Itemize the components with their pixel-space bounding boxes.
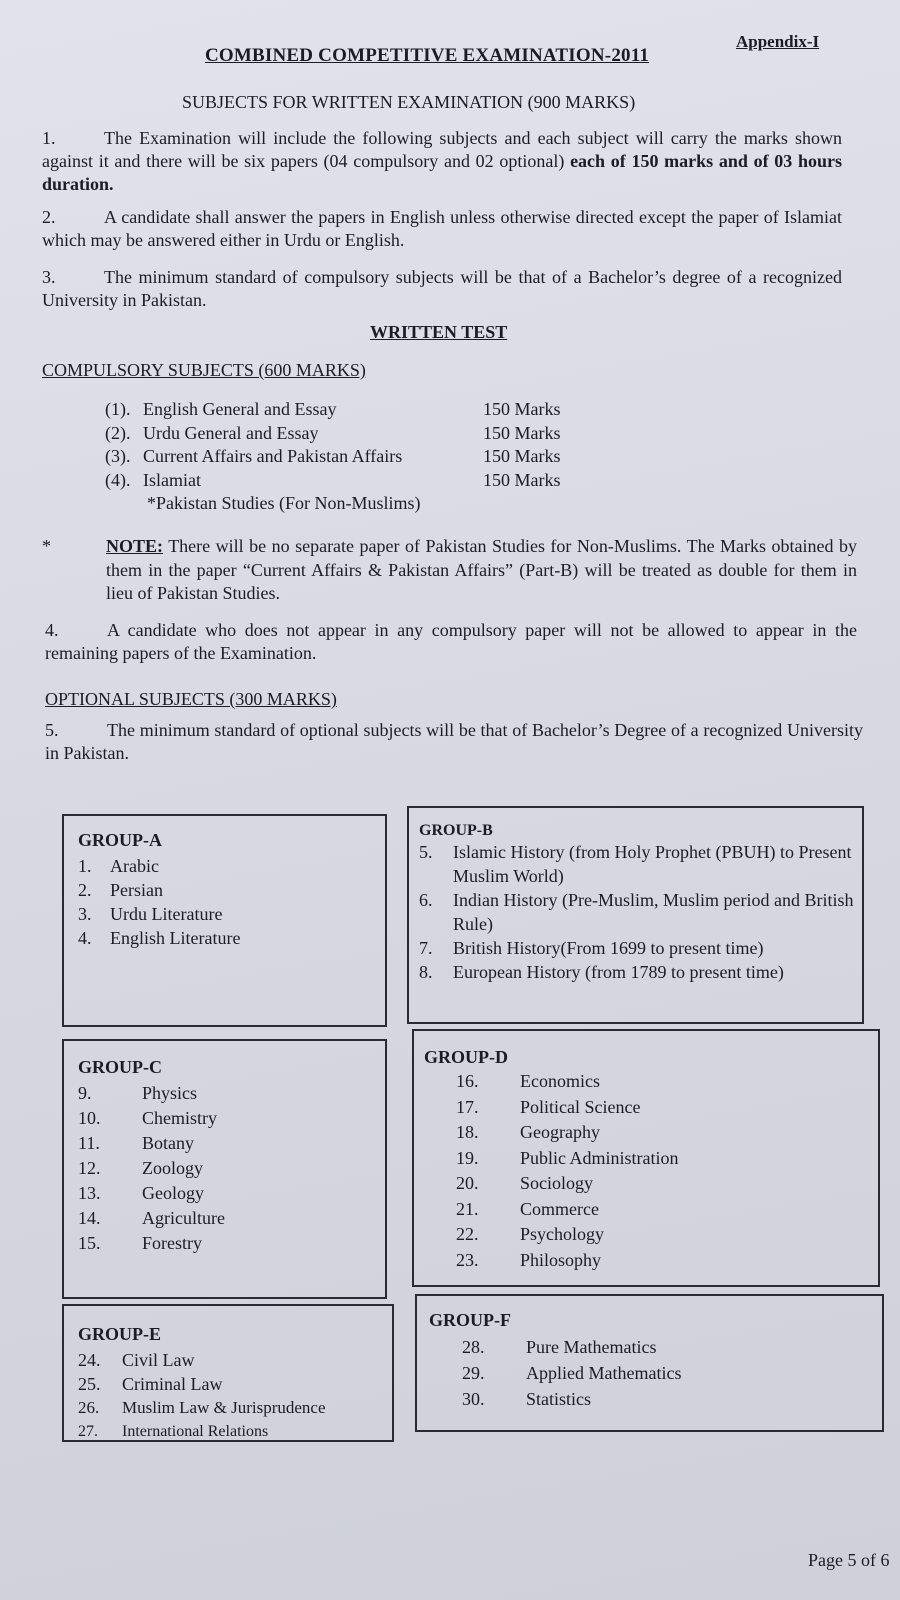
list-item: 19. Public Administration [456,1147,679,1168]
compulsory-heading: COMPULSORY SUBJECTS (600 MARKS) [42,360,366,380]
list-item: 26. Muslim Law & Jurisprudence [78,1398,326,1417]
paragraph-text: A candidate shall answer the papers in English unless otherwise directed except the paper of Islamiat which may be answered either in Urdu or English. [42,207,842,250]
item-subject: Islamiat [143,469,201,490]
paragraph-3 [42,266,842,312]
written-test-heading: WRITTEN TEST [370,322,508,342]
optional-heading: OPTIONAL SUBJECTS (300 MARKS) [45,689,337,709]
list-item: 12. Zoology [78,1158,203,1178]
paragraph-number: 4. [45,620,59,640]
list-item: 3. Urdu Literature [78,904,223,924]
list-item [105,398,561,422]
item-number: (3). [105,446,131,466]
appendix-label: Appendix-I [736,32,820,51]
item-number: (4). [105,469,131,490]
list-item: 16. Economics [456,1071,600,1091]
list-item: 4. English Literature [78,928,241,948]
sub-item: *Pakistan Studies (For Non-Muslims) [147,493,421,513]
list-item: 27. International Relations [78,1423,269,1440]
list-item: 30. Statistics [462,1389,592,1409]
group-d-box [412,1029,880,1287]
paragraph-number: 1. [42,128,56,148]
paragraph-number: 5. [45,720,59,740]
group-a-box [62,814,387,1027]
group-title: GROUP-B [419,822,493,839]
list-item: 6. Indian History (Pre-Muslim, Muslim period and British Rule) [419,890,854,934]
list-item [105,422,561,446]
item-number: (2). [105,422,131,443]
item-marks: 150 Marks [483,399,561,419]
group-list [456,1069,856,1273]
item-subject: English General and Essay [143,399,337,419]
list-item: 20. Sociology [456,1173,594,1193]
list-item: 11. Botany [78,1133,194,1153]
group-list [419,840,859,984]
compulsory-list [105,398,561,516]
paragraph-text: The minimum standard of compulsory subjects will be that of a Bachelor’s degree of a recognized University in Pakistan. [42,267,842,310]
paragraph-5 [45,719,863,765]
paragraph-1 [42,127,842,196]
paragraph-text: A candidate who does not appear in any compulsory paper will not be allowed to appear in the remaining papers of the Examination. [45,620,857,663]
group-list [78,854,378,950]
group-list [462,1334,862,1412]
item-marks: 150 Marks [483,469,561,490]
item-subject: Urdu General and Essay [143,422,319,443]
list-item: 2. Persian [78,880,163,900]
group-title: GROUP-C [78,1057,162,1077]
paragraph-text: The minimum standard of optional subjects will be that of Bachelor’s Degree of a recognized University in Pakistan. [45,720,863,763]
group-list [78,1348,388,1444]
list-item [105,469,561,493]
list-item: 23. Philosophy [456,1249,602,1270]
list-item: 1. Arabic [78,856,159,876]
list-item: 29. Applied Mathematics [462,1363,682,1383]
list-item: 22. Psychology [456,1224,605,1244]
group-list [78,1081,378,1256]
paragraph-text: The Examination will include the following subjects and each subject will carry the marks shown against it and there will be six papers (04 compulsory and 02 optional) [42,128,842,171]
group-c-box [62,1039,387,1299]
note-label: NOTE: [106,536,164,556]
list-item: 28. Pure Mathematics [462,1337,657,1357]
note-text: There will be no separate paper of Pakistan Studies for Non-Muslims. The Marks obtained by them in the paper “Current Affairs & Pakistan Affairs” (Part-B) will be treated as double for them in lieu of Pakistan Studies. [106,536,857,603]
list-item: 25. Criminal Law [78,1374,223,1394]
item-number: (1). [105,399,131,419]
list-item: 7. British History(From 1699 to present time) [419,938,764,958]
item-subject: Current Affairs and Pakistan Affairs [143,446,403,466]
group-title: GROUP-F [429,1310,511,1330]
group-e-box [62,1304,394,1442]
group-title: GROUP-E [78,1324,161,1344]
list-item: 15. Forestry [78,1233,202,1253]
list-item: 21. Commerce [456,1198,599,1219]
list-item: 17. Political Science [456,1096,641,1117]
list-item: 14. Agriculture [78,1208,225,1228]
group-f-box [415,1294,884,1432]
item-marks: 150 Marks [483,446,561,466]
list-item: 9. Physics [78,1083,198,1103]
list-item: 5. Islamic History (from Holy Prophet (PBUH) to Present Muslim World) [419,842,852,886]
list-item: 18. Geography [456,1122,600,1142]
list-item [105,445,561,469]
paragraph-2 [42,206,842,252]
paragraph-bold-text: each of 150 marks and of 03 hours duration. [42,151,843,194]
paragraph-number: 2. [42,207,56,227]
paragraph-4 [45,619,857,665]
page-number: Page 5 of 6 [808,1550,890,1570]
list-item: 13. Geology [78,1183,204,1203]
list-item: 8. European History (from 1789 to present time) [419,962,784,982]
note-star: * [42,536,51,556]
list-item: 24. Civil Law [78,1350,195,1370]
group-title: GROUP-A [78,830,162,850]
document-subtitle: SUBJECTS FOR WRITTEN EXAMINATION (900 MARKS) [182,92,636,112]
note-block [42,535,857,606]
paragraph-number: 3. [42,267,56,287]
document-title: COMBINED COMPETITIVE EXAMINATION-2011 [205,45,650,66]
group-b-box [407,806,864,1024]
list-item: 10. Chemistry [78,1108,217,1128]
group-title: GROUP-D [424,1047,508,1067]
item-marks: 150 Marks [483,422,561,443]
